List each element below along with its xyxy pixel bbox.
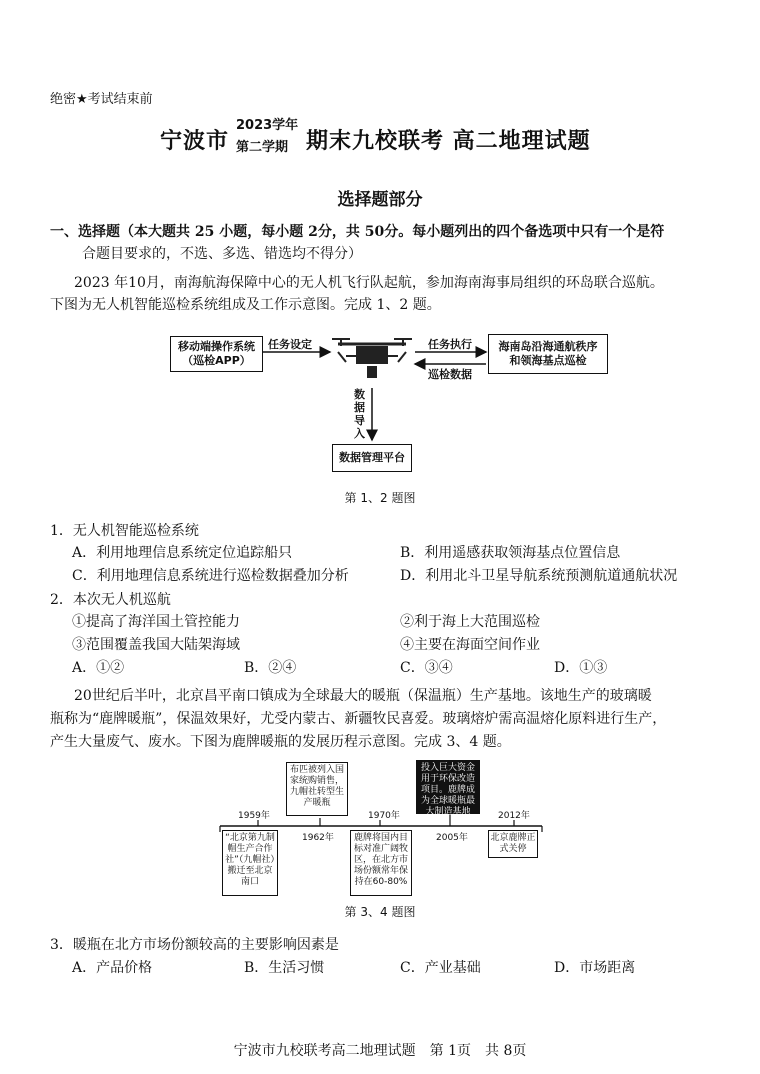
figure-2-caption: 第 3、4 题图 [344,905,416,919]
box-data-platform: 数据管理平台 [332,444,412,472]
box-hainan-line2: 和领海基点巡检 [509,354,587,367]
figure-1 [160,322,620,482]
part1-line2: 合题目要求的，不选、多选、错选均不得分） [82,246,362,262]
event-1959: “北京第九制帽生产合作社”（九帽社）搬迁至北京南口 [222,830,278,896]
title-term: 第二学期 [236,140,289,155]
year-1959: 1959年 [238,811,270,821]
q2-item-4: ④主要在海面空间作业 [400,637,540,653]
section-title: 选择题部分 [337,190,423,210]
confidential-notice: 绝密★考试结束前 [50,92,153,107]
q2-item-2: ②利于海上大范围巡检 [400,614,540,630]
intro2-line1: 20世纪后半叶，北京昌平南口镇成为全球最大的暖瓶（保温瓶）生产基地。该地生产的玻璃暖 [74,688,652,704]
intro2-line3: 产生大量废气、废水。下图为鹿牌暖瓶的发展历程示意图。完成 3、4 题。 [50,734,511,750]
q1-option-c: C．利用地理信息系统进行巡检数据叠加分析 [72,568,349,584]
q1-option-d: D．利用北斗卫星导航系统预测航道通航状况 [400,568,678,584]
drone-icon [332,339,412,378]
exam-title [160,116,620,166]
q1-stem: 1．无人机智能巡检系统 [50,523,199,539]
q3-option-d: D．市场距离 [554,960,636,976]
event-1970: 鹿牌将国内目标对准广阔牧区，在北方市场份额常年保持在60-80% [350,830,412,896]
intro1-line1: 2023 年10月，南海航海保障中心的无人机飞行队起航，参加海南海事局组织的环岛联合巡航。 [74,275,664,291]
event-1962: 布匹被列入国家统购销售，九帽社转型生产暖瓶 [286,762,348,816]
label-data-import-c2: 据 [354,401,365,414]
q2-option-d: D．①③ [554,660,608,676]
label-data-import-c1: 数 [354,388,365,401]
q1-option-b: B．利用遥感获取领海基点位置信息 [400,545,621,561]
q2-option-b: B．②④ [244,660,297,676]
page-footer: 宁波市九校联考高二地理试题 第 1页 共 8页 [233,1043,527,1059]
q3-option-a: A．产品价格 [72,960,153,976]
q1-option-a: A．利用地理信息系统定位追踪船只 [72,545,293,561]
year-2005: 2005年 [436,833,468,843]
q3-stem: 3．暖瓶在北方市场份额较高的主要影响因素是 [50,937,339,953]
label-data-import [354,388,365,440]
part1-text: 一、选择题（本大题共 25 小题，每小题 2分，共 50分。每小题列出的四个备选项中只有一个是符 [50,224,665,240]
q2-stem: 2．本次无人机巡航 [50,592,171,608]
year-2012: 2012年 [498,811,530,821]
year-1970: 1970年 [368,811,400,821]
event-2012: 北京鹿牌正式关停 [488,830,538,858]
label-data-import-c4: 入 [354,427,365,440]
event-2005: 投入巨大资金用于环保改造项目。鹿牌成为全球暖瓶最大制造基地 [416,760,480,814]
label-task-set: 任务设定 [268,338,312,351]
q2-item-3: ③范围覆盖我国大陆架海域 [72,637,240,653]
q3-option-c: C．产业基础 [400,960,481,976]
figure-1-caption: 第 1、2 题图 [344,491,416,505]
title-year: 2023学年 [236,118,299,133]
box-mobile-app-line2: （巡检APP） [182,354,251,367]
box-mobile-app [170,336,263,372]
intro1-line2: 下图为无人机智能巡检系统组成及工作示意图。完成 1、2 题。 [50,297,441,313]
figure-2-timeline [210,758,550,898]
year-1962: 1962年 [302,833,334,843]
intro2-line2: 瓶称为“鹿牌暖瓶”，保温效果好，尤受内蒙古、新疆牧民喜爱。玻璃熔炉需高温熔化原料进行生产， [50,711,667,727]
label-inspect-data: 巡检数据 [428,368,472,381]
q2-item-1: ①提高了海洋国土管控能力 [72,614,240,630]
box-hainan-patrol [488,334,608,374]
part1-line1 [50,222,664,242]
label-task-exec: 任务执行 [428,338,472,351]
q3-option-b: B．生活习惯 [244,960,325,976]
q2-option-c: C．③④ [400,660,453,676]
label-data-import-c3: 导 [354,414,365,427]
box-hainan-line1: 海南岛沿海通航秩序 [498,340,598,353]
q2-option-a: A．①② [72,660,125,676]
title-city: 宁波市 [160,129,230,154]
title-rest: 期末九校联考 高二地理试题 [306,129,591,154]
box-mobile-app-line1: 移动端操作系统 [178,340,255,353]
